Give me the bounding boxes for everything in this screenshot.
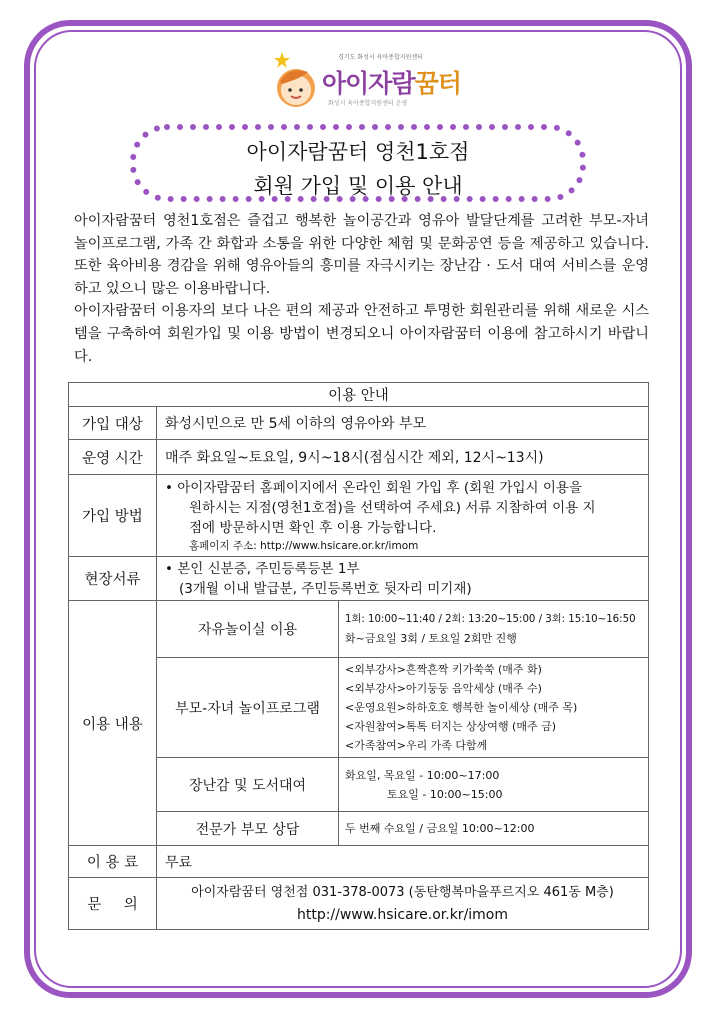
program-value [339, 658, 649, 758]
table-row [69, 846, 649, 878]
hours-label: 운영 시간 [69, 440, 157, 475]
contact-url[interactable]: http://www.hsicare.or.kr/imom [296, 906, 509, 923]
consult-label: 전문가 부모 상담 [157, 812, 339, 846]
logo-top-text: 경기도 화성시 육아종합지원센터 [338, 54, 423, 61]
table-row [69, 383, 649, 407]
target-value: 화성시민으로 만 5세 이하의 영유아와 부모 [157, 407, 649, 440]
rental-line: 토요일 - 10:00~15:00 [387, 787, 503, 801]
page-title: 아이자람꿈터 영천1호점 [246, 140, 470, 164]
method-line: 점에 방문하시면 확인 후 이용 가능합니다. [189, 519, 437, 536]
rental-value [339, 758, 649, 812]
table-row [69, 557, 649, 601]
docs-value [157, 557, 649, 601]
child-face-icon [268, 50, 320, 110]
logo-brand-accent: 꿈터 [414, 69, 461, 98]
fee-label: 이 용 료 [69, 846, 157, 878]
title-box [128, 122, 588, 204]
info-table [68, 382, 649, 930]
intro-paragraph-2: 아이자람꿈터 이용자의 보다 나은 편의 제공과 안전하고 투명한 회원관리를 위해 새로운 시스템을 구축하여 회원가입 및 이용 방법이 변경되오니 아이자람꿈터 이용에 참고하시기 바랍니다. [74, 303, 649, 365]
program-line: <운영요원>하하호호 행복한 놀이세상 (매주 목) [345, 701, 578, 714]
hours-value: 매주 화요일~토요일, 9시~18시(점심시간 제외, 12시~13시) [157, 440, 649, 475]
playroom-label: 자유놀이실 이용 [157, 601, 339, 658]
intro-text [74, 210, 649, 368]
program-line: <외부강사>흔짝흔짝 키가쑥쑥 (매주 화) [345, 663, 542, 676]
program-label: 부모-자녀 놀이프로그램 [157, 658, 339, 758]
homepage-url[interactable]: 홈페이지 주소: http://www.hsicare.or.kr/imom [189, 539, 419, 552]
method-line: • 아이자람꿈터 홈페이지에서 온라인 회원 가입 후 (회원 가입시 이용을 [165, 479, 582, 496]
table-row [69, 878, 649, 930]
intro-paragraph-1: 아이자람꿈터 영천1호점은 즐겁고 행복한 놀이공간과 영유아 발달단계를 고려한 부모-자녀 놀이프로그램, 가족 간 화합과 소통을 위한 다양한 체험 및 문화공연 등을 제공하고 있습니다. 또한 육아비용 경감을 위해 영유아들의 흥미를 자극시키는 장난감 · 도서 대여 서비스를 운영 하고 있으니 많은 이용바랍니다. [74, 213, 649, 297]
playroom-line: 화~금요일 3회 / 토요일 2회만 진행 [345, 632, 517, 645]
method-line: 원하시는 지점(영천1호점)을 선택하여 주세요) 서류 지참하여 이용 지 [189, 499, 596, 516]
logo [268, 50, 468, 112]
logo-brand [322, 64, 461, 100]
method-label: 가입 방법 [69, 475, 157, 557]
page-subtitle: 회원 가입 및 이용 안내 [253, 174, 463, 198]
playroom-value [339, 601, 649, 658]
table-row [69, 407, 649, 440]
contact-label: 문 의 [69, 878, 157, 930]
table-row [69, 601, 649, 658]
docs-label: 현장서류 [69, 557, 157, 601]
playroom-line: 1회: 10:00~11:40 / 2회: 13:20~15:00 / 3회: 15:10~16:50 [345, 614, 636, 625]
program-line: <가족참여>우리 가족 다함께 [345, 739, 488, 752]
logo-sub-text: 화성시 육아종합지원센터 운영 [328, 100, 408, 107]
docs-line: (3개월 이내 발급분, 주민등록번호 뒷자리 미기재) [179, 580, 472, 597]
rental-line: 화요일, 목요일 - 10:00~17:00 [345, 768, 500, 782]
contact-line: 아이자람꿈터 영천점 031-378-0073 (동탄행복마을푸르지오 461동 M층) [191, 884, 614, 900]
table-row [69, 475, 649, 557]
program-line: <자원참여>톡톡 터지는 상상여행 (매주 금) [345, 720, 557, 733]
table-header: 이용 안내 [69, 383, 649, 407]
table-row [69, 440, 649, 475]
fee-value: 무료 [157, 846, 649, 878]
target-label: 가입 대상 [69, 407, 157, 440]
method-value [157, 475, 649, 557]
consult-value: 두 번째 수요일 / 금요일 10:00~12:00 [339, 812, 649, 846]
logo-brand-main: 아이자람 [322, 69, 415, 98]
docs-line: • 본인 신분증, 주민등록등본 1부 [165, 560, 360, 577]
rental-label: 장난감 및 도서대여 [157, 758, 339, 812]
usage-label: 이용 내용 [69, 601, 157, 846]
program-line: <외부강사>아기둥둥 음악세상 (매주 수) [345, 682, 542, 695]
contact-value [157, 878, 649, 930]
